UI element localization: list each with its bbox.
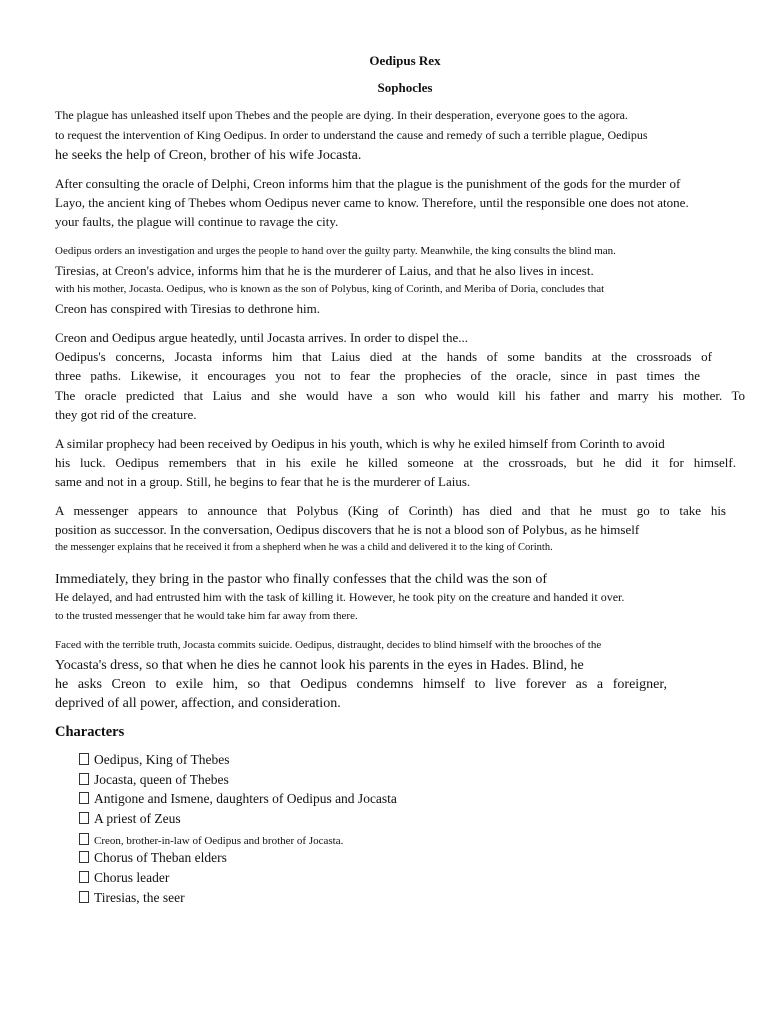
box-bullet-icon [79,812,89,824]
character-item [79,833,343,848]
text-line: the messenger explains that he received it from a shepherd when he was a child and delivered it to the king of Corinth. [55,542,553,553]
text-line: Creon and Oedipus argue heatedly, until Jocasta arrives. In order to dispel the... [55,330,468,345]
text-line: deprived of all power, affection, and consideration. [55,696,341,711]
box-bullet-icon [79,792,89,804]
box-bullet-icon [79,851,89,863]
character-item [79,773,229,788]
character-name: Chorus of Theban elders [94,850,227,865]
character-name: Oedipus, King of Thebes [94,752,230,767]
text-line: Layo, the ancient king of Thebes whom Oedipus never came to know. Therefore, until the responsible one does not atone. [55,195,689,210]
text-line: they got rid of the creature. [55,407,197,422]
character-item [79,792,397,807]
text-line: A similar prophecy had been received by Oedipus in his youth, which is why he exiled himself from Corinth to avoid [55,436,665,451]
text-line: he seeks the help of Creon, brother of his wife Jocasta. [55,148,362,163]
text-line: Creon has conspired with Tiresias to dethrone him. [55,301,321,316]
text-line: Faced with the terrible truth, Jocasta commits suicide. Oedipus, distraught, decides to blind himself with the brooches of the [55,639,602,651]
text-line: to the trusted messenger that he would take him far away from there. [55,610,358,622]
text-line: three paths. Likewise, it encourages you not to fear the prophecies of the oracle, since in past times the [55,368,700,383]
text-line: he asks Creon to exile him, so that Oedipus condemns himself to live forever as a foreigner, [55,677,667,692]
character-name: Tiresias, the seer [94,890,185,905]
character-item [79,812,181,827]
text-line: Oedipus's concerns, Jocasta informs him that Laius died at the hands of some bandits at the crossroads of [55,349,712,364]
document-title: Oedipus Rex [369,53,441,68]
text-line: The oracle predicted that Laius and she would have a son who would kill his father and marry his mother. To [55,388,745,403]
text-line: same and not in a group. Still, he begins to fear that he is the murderer of Laius. [55,474,471,489]
box-bullet-icon [79,753,89,765]
text-line: position as successor. In the conversation, Oedipus discovers that he is not a blood son of Polybus, as he himself [55,522,640,537]
text-line: Oedipus orders an investigation and urges the people to hand over the guilty party. Meanwhile, the king consults the blind man. [55,245,616,257]
text-line: Tiresias, at Creon's advice, informs him that he is the murderer of Laius, and that he also lives in incest. [55,263,594,278]
character-name: Chorus leader [94,870,170,885]
character-name: Creon, brother-in-law of Oedipus and brother of Jocasta. [94,835,344,847]
character-name: A priest of Zeus [94,811,181,826]
box-bullet-icon [79,773,89,785]
text-line: The plague has unleashed itself upon Thebes and the people are dying. In their desperation, everyone goes to the agora. [55,108,628,122]
text-line: your faults, the plague will continue to ravage the city. [55,214,339,229]
characters-heading: Characters [55,724,125,740]
text-line: to request the intervention of King Oedipus. In order to understand the cause and remedy of such a terrible plague, Oedipus [55,128,648,142]
document-author: Sophocles [377,80,433,95]
text-line: Yocasta's dress, so that when he dies he cannot look his parents in the eyes in Hades. Blind, he [55,658,584,673]
text-line: Immediately, they bring in the pastor who finally confesses that the child was the son of [55,572,548,587]
text-line: A messenger appears to announce that Polybus (King of Corinth) has died and that he must go to take his [55,503,726,518]
text-line: After consulting the oracle of Delphi, Creon informs him that the plague is the punishment of the gods for the murder of [55,176,681,191]
character-item [79,871,169,886]
character-name: Antigone and Ismene, daughters of Oedipus and Jocasta [94,791,397,806]
character-item [79,891,185,906]
character-name: Jocasta, queen of Thebes [94,772,229,787]
character-item [79,851,227,866]
character-item [79,753,229,768]
box-bullet-icon [79,871,89,883]
text-line: with his mother, Jocasta. Oedipus, who is known as the son of Polybus, king of Corinth, and Meriba of Doria, concludes that [55,283,605,295]
text-line: his luck. Oedipus remembers that in his exile he killed someone at the crossroads, but he did it for himself. [55,455,736,470]
text-line: He delayed, and had entrusted him with the task of killing it. However, he took pity on the creature and handed it over. [55,590,625,604]
box-bullet-icon [79,833,89,845]
box-bullet-icon [79,891,89,903]
